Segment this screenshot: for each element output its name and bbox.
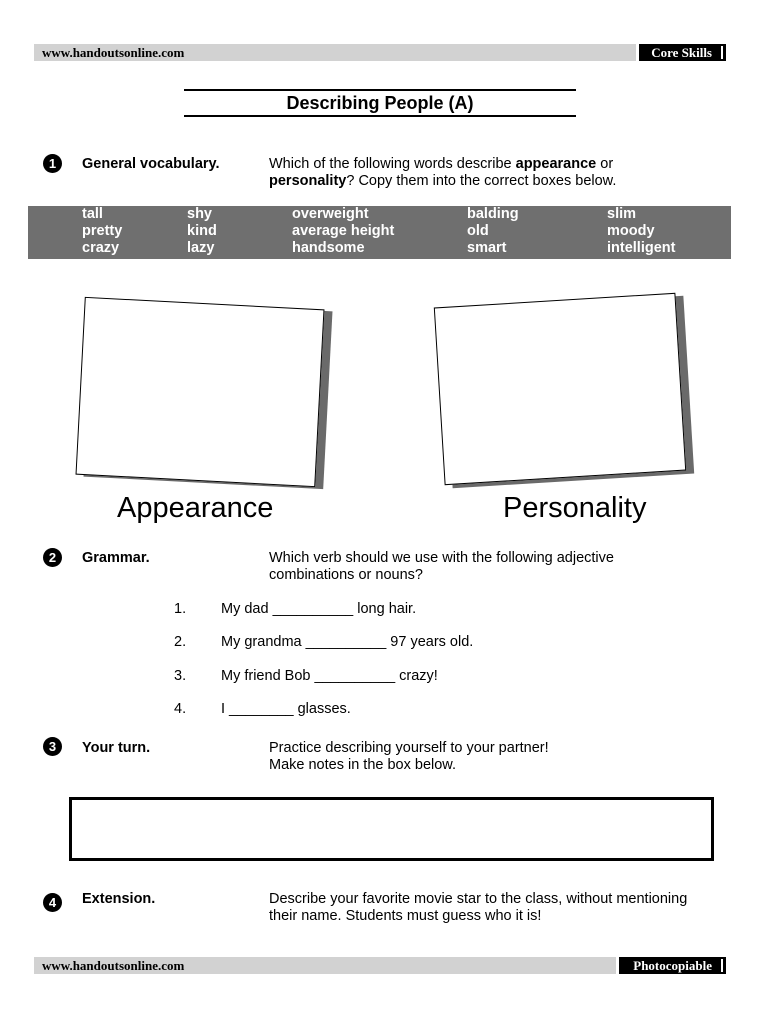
instruction-text: combinations or nouns? xyxy=(269,567,423,583)
section-instruction-your-turn xyxy=(269,740,549,774)
page-title: Describing People (A) xyxy=(184,89,576,117)
instruction-text: Make notes in the box below. xyxy=(269,757,457,773)
notes-box[interactable] xyxy=(69,797,714,861)
vocab-word: lazy xyxy=(187,239,215,256)
instruction-text: their name. Students must guess who it is! xyxy=(269,908,542,924)
instruction-text: Practice describing yourself to your partner! xyxy=(269,740,549,756)
appearance-box[interactable] xyxy=(76,297,325,487)
footer-tag: Photocopiable xyxy=(616,957,726,974)
section-heading-grammar: Grammar. xyxy=(82,550,150,566)
vocab-column-5 xyxy=(607,206,675,256)
question-number: 2. xyxy=(174,634,187,650)
instruction-text: ? Copy them into the correct boxes below. xyxy=(346,173,617,189)
vocab-word: old xyxy=(467,222,489,239)
vocab-word: average height xyxy=(292,222,395,239)
vocab-word: handsome xyxy=(292,239,365,256)
personality-box[interactable] xyxy=(434,293,686,485)
vocab-word: moody xyxy=(607,222,655,239)
footer-bar xyxy=(34,957,726,974)
header-bar xyxy=(34,44,726,61)
section-heading-your-turn: Your turn. xyxy=(82,740,151,756)
personality-label: Personality xyxy=(503,492,647,524)
section-instruction-grammar xyxy=(269,550,614,584)
vocab-column-3 xyxy=(292,206,394,256)
question-text: I ________ glasses. xyxy=(221,701,351,717)
vocab-column-2 xyxy=(187,206,217,256)
vocabulary-word-bank xyxy=(28,206,731,259)
instruction-text: Describe your favorite movie star to the class, without mentioning xyxy=(269,891,688,907)
question-number: 3. xyxy=(174,668,187,684)
question-text: My dad __________ long hair. xyxy=(221,601,417,617)
vocab-column-1 xyxy=(82,206,122,256)
vocab-word: slim xyxy=(607,206,637,222)
instruction-text: Which verb should we use with the following adjective xyxy=(269,550,614,566)
appearance-label: Appearance xyxy=(117,492,274,524)
header-url: www.handoutsonline.com xyxy=(42,45,185,60)
vocab-word: kind xyxy=(187,222,217,239)
question-text: My grandma __________ 97 years old. xyxy=(221,634,474,650)
section-number-4: 4 xyxy=(43,893,62,912)
section-number-2: 2 xyxy=(43,548,62,567)
footer-url: www.handoutsonline.com xyxy=(42,958,185,973)
instruction-bold-personality: personality xyxy=(269,173,347,189)
vocab-word: intelligent xyxy=(607,239,676,256)
section-heading-vocabulary: General vocabulary. xyxy=(82,156,220,172)
section-instruction-extension xyxy=(269,891,687,925)
vocab-word: balding xyxy=(467,206,519,222)
section-number-3: 3 xyxy=(43,737,62,756)
question-text: My friend Bob __________ crazy! xyxy=(221,668,438,684)
question-number: 4. xyxy=(174,701,187,717)
section-number-1: 1 xyxy=(43,154,62,173)
header-tag: Core Skills xyxy=(636,44,726,61)
vocab-word: pretty xyxy=(82,222,123,239)
vocab-word: crazy xyxy=(82,239,120,256)
section-instruction-vocabulary xyxy=(269,156,689,190)
vocab-word: tall xyxy=(82,206,103,222)
instruction-text: Which of the following words describe xyxy=(269,156,516,172)
section-heading-extension: Extension. xyxy=(82,891,156,907)
vocab-word: shy xyxy=(187,206,212,222)
instruction-bold-appearance: appearance xyxy=(515,156,597,172)
vocab-column-4 xyxy=(467,206,519,256)
vocab-word: overweight xyxy=(292,206,369,222)
vocab-word: smart xyxy=(467,239,507,256)
question-number: 1. xyxy=(174,601,187,617)
instruction-text: or xyxy=(596,156,614,172)
